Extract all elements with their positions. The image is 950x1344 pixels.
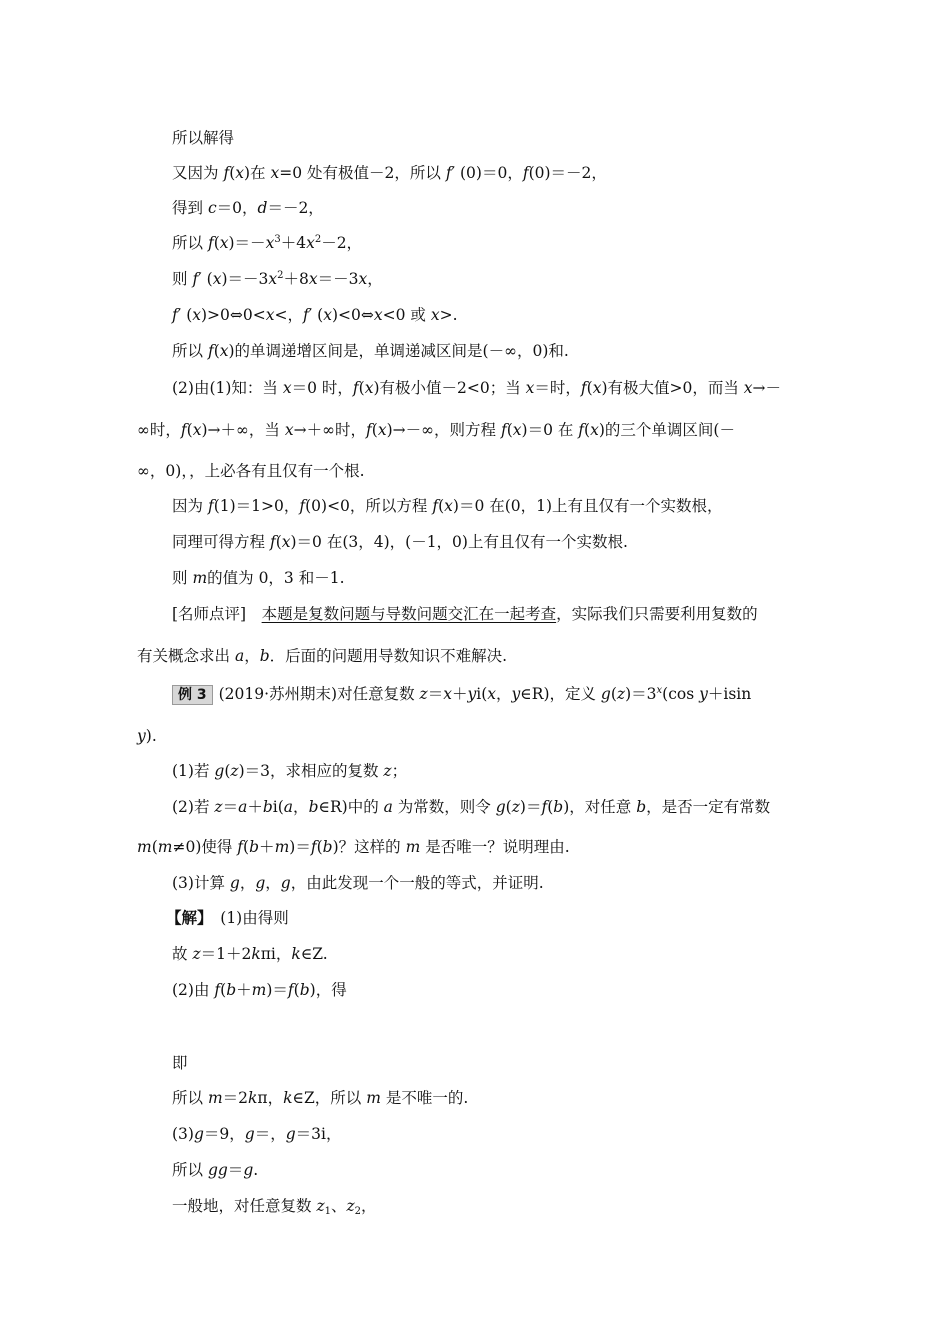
example-badge: 例 3 <box>172 685 213 705</box>
text-run: )？这样的 <box>332 838 406 856</box>
text-run: →－ <box>752 379 782 397</box>
text-run: ＝， <box>254 1125 286 1143</box>
text-run: ∈Z，所以 <box>292 1089 367 1107</box>
text-run: x <box>212 270 222 288</box>
text-run: (2)由(1)知：当 <box>172 379 283 397</box>
text-run: z <box>383 762 392 780</box>
line-4 <box>172 232 362 254</box>
text-run: <0 或 <box>382 306 431 324</box>
text-run: k <box>291 945 301 963</box>
line-22-solution <box>166 907 289 929</box>
text-run: (2)由 <box>172 981 215 999</box>
text-run: g <box>255 874 266 892</box>
line-8 <box>172 377 781 399</box>
text-run: x <box>308 270 318 288</box>
text-run: (2019·苏州期末)对任意复数 <box>218 685 420 703</box>
text-run: )，对任意 <box>563 798 637 816</box>
text-run: ( <box>293 981 300 999</box>
text-run: )＝－3 <box>221 270 269 288</box>
text-run: )＝0 在(0，1)上有且仅有一个实数根， <box>452 497 723 515</box>
text-run: ( <box>186 421 193 439</box>
text-run: f <box>287 981 294 999</box>
text-run: f <box>207 234 214 252</box>
text-run: ( <box>151 838 158 856</box>
text-run: )>0⇔0< <box>201 306 266 324</box>
text-run: y <box>467 685 477 703</box>
text-run: f <box>269 533 276 551</box>
text-run: x <box>358 270 368 288</box>
text-run: (1)由得则 <box>204 909 289 927</box>
text-run: a <box>383 798 393 816</box>
text-run: x <box>265 306 275 324</box>
text-run: 1 <box>324 1206 331 1217</box>
text-run: f <box>432 497 439 515</box>
text-run: f <box>180 421 187 439</box>
text-run: z <box>214 798 223 816</box>
text-run: i( <box>272 798 284 816</box>
line-16-example <box>172 683 751 705</box>
text-run: x <box>192 306 201 324</box>
text-run: x <box>323 306 332 324</box>
text-run: a <box>234 647 245 665</box>
text-run: (0)＝－2， <box>528 164 607 182</box>
line-12 <box>172 531 628 553</box>
text-run: g <box>285 1125 296 1143</box>
text-run: ( <box>547 798 554 816</box>
text-run: ＝0 时， <box>291 379 353 397</box>
line-18 <box>172 760 407 782</box>
text-run: ，由此发现一个一般的等式，并证明. <box>290 874 544 892</box>
text-run: ＝ <box>427 685 444 703</box>
line-27 <box>172 1123 342 1145</box>
text: 所以解得 <box>172 129 235 147</box>
text-run: x <box>268 270 278 288</box>
text-run: ＝时， <box>534 379 581 397</box>
text-run: ∈Z. <box>300 945 328 963</box>
text-run: c <box>207 199 217 217</box>
text-run: 同理可得方程 <box>172 533 270 551</box>
text-run: z <box>511 798 520 816</box>
text-run: )＝0 在 <box>521 421 579 439</box>
text-run: 一般地，对任意复数 <box>172 1197 317 1215</box>
text-run: <， <box>274 306 303 324</box>
text-run: ). <box>145 727 157 745</box>
text-run: ＝－3 <box>317 270 359 288</box>
text-run: x <box>377 421 387 439</box>
text-run: f <box>352 379 359 397</box>
text-run: )＝3，求相应的复数 <box>238 762 384 780</box>
line-11 <box>172 495 723 517</box>
text-run: )有极小值－2<0；当 <box>373 379 526 397</box>
text-run: ′ ( <box>308 306 324 324</box>
line-13 <box>172 567 345 589</box>
text-run: m <box>192 569 208 587</box>
text-run: x <box>444 497 453 515</box>
text-run: ， <box>367 270 383 288</box>
text-run: 所以 <box>172 234 208 252</box>
text-run: ＝0， <box>216 199 258 217</box>
text-run: x <box>219 234 229 252</box>
line-21 <box>172 872 544 894</box>
text-run: ， <box>293 798 309 816</box>
text-run: ＋8 <box>283 270 309 288</box>
text-run: x <box>592 379 602 397</box>
text-run: －2， <box>321 234 363 252</box>
text-run: 2 <box>277 270 284 281</box>
text-run: 有关概念求出 <box>137 647 235 665</box>
text-run: m <box>157 838 173 856</box>
text-run: f <box>366 421 372 439</box>
text-run: )<0⇔ <box>331 306 374 324</box>
text-run: m <box>207 1089 223 1107</box>
text-run: ， <box>239 874 256 892</box>
text-run: ， <box>361 1197 377 1215</box>
line-6 <box>172 304 458 326</box>
text-run: 所以 <box>172 342 208 360</box>
text-run: ， <box>496 685 512 703</box>
line-17 <box>137 725 157 747</box>
text-run: )→－∞，则方程 <box>386 421 501 439</box>
text-run: g <box>193 1125 204 1143</box>
text-run: ( <box>438 497 445 515</box>
text-run: b <box>226 981 237 999</box>
text-run: x <box>192 421 202 439</box>
text-run: ＝9， <box>203 1125 245 1143</box>
text-run: 2 <box>354 1206 362 1217</box>
text-run: z <box>616 685 626 703</box>
text-run: g <box>244 1125 255 1143</box>
text-run: f <box>302 306 309 324</box>
line-20 <box>137 836 570 858</box>
line-28 <box>172 1159 258 1181</box>
text-run: x <box>373 306 383 324</box>
text-run: x <box>430 306 440 324</box>
text-run: ＋ <box>451 685 468 703</box>
text-run: g <box>280 874 291 892</box>
text-run: ，是否一定有常数 <box>646 798 771 816</box>
text-run: )＝3 <box>625 685 657 703</box>
text-run: (3) <box>172 1125 194 1143</box>
text-run: ＋ <box>247 798 263 816</box>
text-run: ( <box>316 838 323 856</box>
text-run: z <box>230 762 239 780</box>
text-run: z <box>192 945 201 963</box>
text-run: f <box>310 838 317 856</box>
text-run: [名师点评] <box>172 605 262 623</box>
text-run: )＝ <box>266 981 288 999</box>
line-29 <box>172 1195 377 1217</box>
text-run: 所以 <box>172 1161 208 1179</box>
text-run: a <box>283 798 294 816</box>
text-run: ＝2 <box>222 1089 249 1107</box>
line-7 <box>172 340 569 362</box>
text-run: ( <box>229 164 236 182</box>
text-run: f <box>207 497 214 515</box>
text-run: ( <box>505 798 512 816</box>
text-run: 是不唯一的. <box>380 1089 469 1107</box>
text-run: f <box>299 497 306 515</box>
text-run: (0)<0，所以方程 <box>305 497 433 515</box>
text-run: b <box>308 798 319 816</box>
text-run: ( <box>243 838 250 856</box>
text-run: a <box>238 798 248 816</box>
text-run: 得到 <box>172 199 208 217</box>
text-run: ＋isin <box>707 685 752 703</box>
text-run: x <box>219 342 229 360</box>
text-run: x <box>590 421 599 439</box>
text-run: 为常数，则令 <box>392 798 496 816</box>
line-23 <box>172 943 328 965</box>
text-run: b <box>249 838 260 856</box>
text-run: )有极大值>0，而当 <box>601 379 744 397</box>
text-run: ( <box>224 762 231 780</box>
line-14-comment <box>172 603 758 625</box>
text-run: ＝ <box>222 798 239 816</box>
text-run: x <box>281 533 291 551</box>
text-run: m <box>274 838 290 856</box>
text-run: 又因为 <box>172 164 224 182</box>
text-run: x <box>364 379 374 397</box>
text-run: 因为 <box>172 497 208 515</box>
text-run: ′ ( <box>198 270 213 288</box>
text-run: ≠0)使得 <box>172 838 238 856</box>
text-run: ∞，0)，，上必各有且仅有一个根. <box>137 462 365 480</box>
text-run: 则 <box>172 270 193 288</box>
text-run: ( <box>371 421 378 439</box>
text-run: k <box>248 1089 258 1107</box>
text-run: (3)计算 <box>172 874 230 892</box>
text-run: k <box>283 1089 293 1107</box>
text-run: ′ (0)＝0， <box>451 164 523 182</box>
text-run: ＝－2， <box>267 199 324 217</box>
text-run: b <box>262 798 273 816</box>
text-run: (2)若 <box>172 798 215 816</box>
line-15 <box>137 645 507 667</box>
text-run: ( <box>358 379 365 397</box>
text-run: x <box>656 685 663 696</box>
text-run: m <box>251 981 267 999</box>
text-run: )＝－ <box>228 234 266 252</box>
text-run: x <box>743 379 753 397</box>
text-run: →＋∞时， <box>293 421 367 439</box>
text-run: 2 <box>314 234 322 245</box>
text-run: ＝3i， <box>295 1125 342 1143</box>
text-run: m <box>137 838 152 856</box>
text-run: =0 处有极值－2，所以 <box>279 164 446 182</box>
text-run: ( <box>584 421 591 439</box>
text-run: ，实际我们只需要利用复数的 <box>556 605 758 623</box>
text-run: >. <box>439 306 458 324</box>
text-run: ( <box>275 533 282 551</box>
text-run: π， <box>257 1089 284 1107</box>
text-run: x <box>525 379 535 397</box>
text-run: ； <box>391 762 408 780</box>
text-run: f <box>192 270 199 288</box>
text-run: g <box>495 798 506 816</box>
text-run: ．后面的问题用导数知识不难解决. <box>269 647 508 665</box>
line-1 <box>172 127 234 149</box>
line-25 <box>172 1052 188 1074</box>
text-run: y <box>137 727 146 745</box>
text-run: x <box>443 685 452 703</box>
line-10 <box>137 460 365 482</box>
text-run: ( <box>586 379 593 397</box>
text-run: ＋ <box>236 981 252 999</box>
text-run: ( <box>220 981 227 999</box>
text-run: x <box>487 685 497 703</box>
text-run: (cos <box>662 685 700 703</box>
line-24 <box>172 979 347 1001</box>
text-run: m <box>366 1089 381 1107</box>
text-run: f <box>214 981 221 999</box>
text-run: f <box>207 342 214 360</box>
text-run: y <box>699 685 708 703</box>
text-run: x <box>270 164 280 182</box>
text-run: 、 <box>330 1197 347 1215</box>
text-run: f <box>445 164 452 182</box>
text-run: b <box>322 838 333 856</box>
text-run: b <box>553 798 564 816</box>
text-run: )的单调递增区间是，单调递减区间是(－∞，0)和. <box>228 342 569 360</box>
text-run: ＝1＋2 <box>200 945 252 963</box>
text-run: )＝0 在(3，4)，(－1，0)上有且仅有一个实数根. <box>290 533 628 551</box>
text-run: )的三个单调区间(－ <box>598 421 735 439</box>
line-9 <box>137 419 735 441</box>
text-run: f <box>500 421 507 439</box>
text-run: 本题是复数问题与导数问题交汇在一起考查 <box>261 605 557 623</box>
text-run: (1)若 <box>172 762 215 780</box>
text-run: g <box>229 874 240 892</box>
text-run: x <box>235 164 244 182</box>
text-run: g <box>600 685 611 703</box>
line-26 <box>172 1087 468 1109</box>
text-run: )在 <box>244 164 271 182</box>
text-run: 故 <box>172 945 193 963</box>
text-run: ′ ( <box>177 306 193 324</box>
text-run: i( <box>476 685 488 703</box>
text-run: 则 <box>172 569 193 587</box>
text-run: ( <box>213 234 220 252</box>
text-run: ∈R)中的 <box>318 798 384 816</box>
text-run: m <box>405 838 421 856</box>
text-run: 3 <box>274 234 281 245</box>
text-run: ( <box>610 685 617 703</box>
text-run: x <box>284 421 294 439</box>
text-run: 是否唯一？说明理由. <box>420 838 570 856</box>
text-run: (1)＝1>0， <box>213 497 300 515</box>
text-run: x <box>512 421 522 439</box>
text-run: f <box>223 164 230 182</box>
text-run: ＋4 <box>280 234 307 252</box>
text-run: b <box>259 647 270 665</box>
text-run: x <box>282 379 292 397</box>
line-3 <box>172 197 324 219</box>
text-run: 的值为 0，3 和－1. <box>207 569 345 587</box>
text-run: z <box>346 1197 355 1215</box>
text-run: x <box>306 234 315 252</box>
text-run: g <box>214 762 225 780</box>
line-5 <box>172 268 383 290</box>
text-run: x <box>265 234 275 252</box>
text-run: gg <box>207 1161 228 1179</box>
text-run: y <box>511 685 521 703</box>
text-run: )→＋∞，当 <box>201 421 285 439</box>
text-run: f <box>578 421 585 439</box>
solution-label: 【解】 <box>166 908 205 927</box>
text-run: ∈R)，定义 <box>520 685 601 703</box>
text-run: g <box>243 1161 254 1179</box>
text-run: πi， <box>260 945 292 963</box>
text-run: f <box>522 164 529 182</box>
text-run: ＋ <box>259 838 275 856</box>
text-run: f <box>237 838 244 856</box>
text-run: )，得 <box>309 981 347 999</box>
text-run: f <box>580 379 587 397</box>
text-run: ( <box>506 421 513 439</box>
text-run: f <box>541 798 548 816</box>
text-run: . <box>253 1161 259 1179</box>
text-run: )＝ <box>289 838 311 856</box>
text-run: b <box>299 981 310 999</box>
text-run: ＝ <box>227 1161 244 1179</box>
text-run: ( <box>213 342 220 360</box>
text-run: z <box>419 685 428 703</box>
text-run: )＝ <box>519 798 542 816</box>
text-run: z <box>316 1197 325 1215</box>
line-2 <box>172 162 607 184</box>
line-19 <box>172 796 770 818</box>
text-run: 所以 <box>172 1089 208 1107</box>
text-run: b <box>636 798 647 816</box>
text-run: d <box>257 199 268 217</box>
text-run: f <box>172 306 178 324</box>
text-run: ， <box>265 874 281 892</box>
text-run: ∞时， <box>137 421 181 439</box>
text-run: 即 <box>172 1054 188 1072</box>
text-run: k <box>251 945 261 963</box>
text-run: ， <box>244 647 260 665</box>
